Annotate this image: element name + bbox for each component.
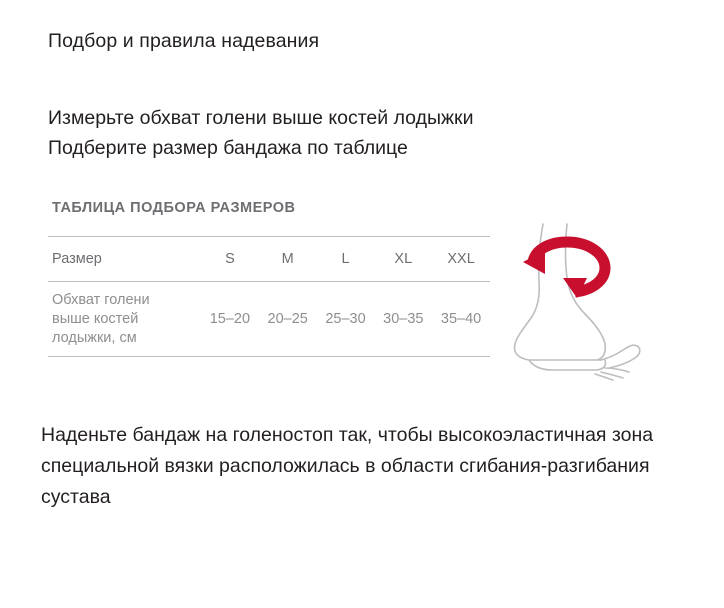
size-header-xl: XL [374, 237, 432, 282]
intro-line-1: Измерьте обхват голени выше костей лодыжки [48, 107, 474, 129]
table-row [48, 237, 490, 282]
size-table-title: ТАБЛИЦА ПОДБОРА РАЗМЕРОВ [52, 200, 296, 216]
table-row [48, 282, 490, 357]
measure-value-m: 20–25 [259, 282, 317, 357]
ankle-measurement-illustration [505, 222, 675, 382]
body-paragraph: Наденьте бандаж на голеностоп так, чтобы высокоэластичная зона специальной вязки расположилась в области сгибания-разгибания сустава [41, 424, 654, 508]
intro-line-2: Подберите размер бандажа по таблице [48, 137, 408, 159]
measure-value-xxl: 35–40 [432, 282, 490, 357]
intro-instructions [48, 103, 473, 163]
measure-value-l: 25–30 [317, 282, 375, 357]
size-header-m: M [259, 237, 317, 282]
size-header-xxl: XXL [432, 237, 490, 282]
size-header-l: L [317, 237, 375, 282]
size-table [48, 236, 490, 357]
size-header-s: S [201, 237, 259, 282]
measure-label-line-2: выше костей [52, 310, 139, 327]
page-title: Подбор и правила надевания [48, 30, 320, 52]
measure-label-line-1: Обхват голени [52, 291, 150, 308]
size-table-block [48, 200, 498, 357]
measure-row-label [48, 282, 201, 357]
size-header-label: Размер [48, 237, 201, 282]
measure-label-line-3: лодыжки, см [52, 329, 137, 346]
measure-value-xl: 30–35 [374, 282, 432, 357]
measure-value-s: 15–20 [201, 282, 259, 357]
